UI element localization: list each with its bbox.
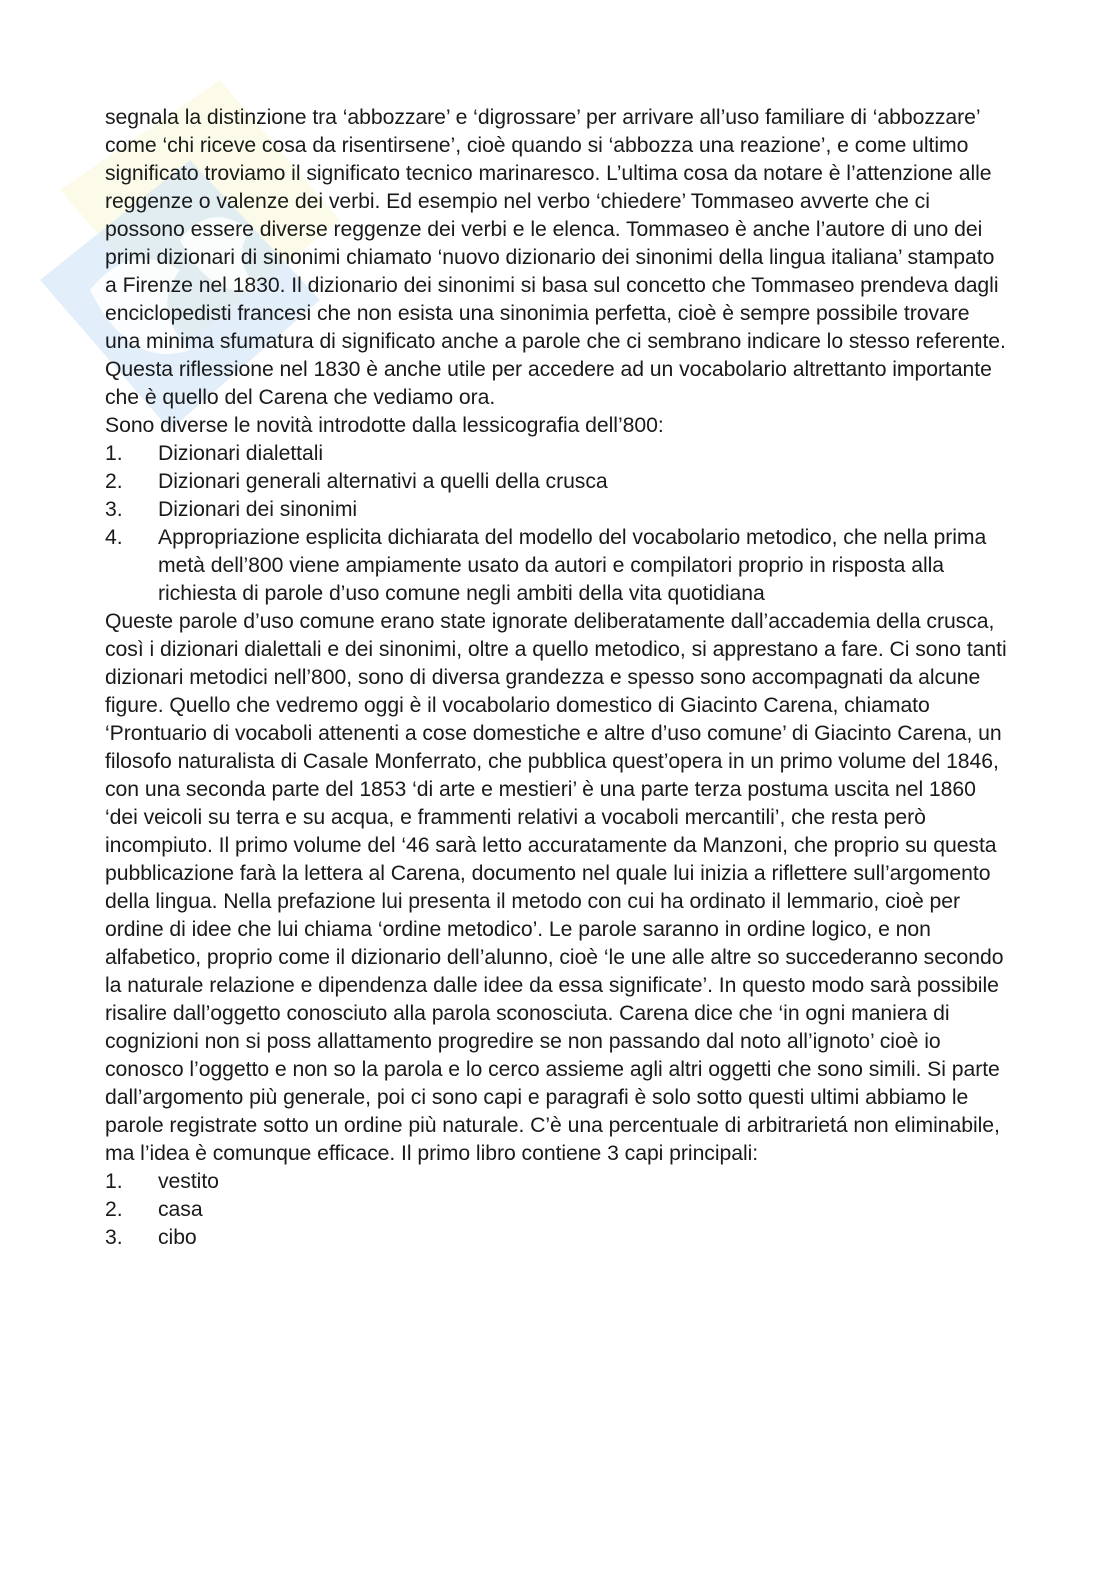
document-body xyxy=(105,104,1010,1252)
list-item-number: 4. xyxy=(105,526,123,549)
list-item xyxy=(105,496,1010,524)
list-item-number: 1. xyxy=(105,442,123,465)
list-item xyxy=(105,440,1010,468)
list-item xyxy=(105,1196,1010,1224)
list-item xyxy=(105,524,1010,608)
list-item-text: casa xyxy=(158,1198,203,1221)
list-item xyxy=(105,1224,1010,1252)
list-item-number: 2. xyxy=(105,470,123,493)
paragraph: Sono diverse le novità introdotte dalla lessicografia dell’800: xyxy=(105,414,664,437)
paragraph: Queste parole d’uso comune erano state ignorate deliberatamente dall’accademia della crusca, così i dizionari dialettali e dei sinonimi, oltre a quello metodico, si apprestano a fare. Ci sono tanti dizionari metodici nell’800, sono di diversa grandezza e spesso sono accompagnati da alcune figure. Quello che vedremo oggi è il vocabolario domestico di Giacinto Carena, chiamato ‘Prontuario di vocaboli attenenti a cose domestiche e altre d’uso comune’ di Giacinto Carena, un filosofo naturalista di Casale Monferrato, che pubblica quest’opera in un primo volume del 1846, con una seconda parte del 1853 ‘di arte e mestieri’ è una parte terza postuma uscita nel 1860 ‘dei veicoli su terra e su acqua, e frammenti relativi a vocaboli mercantili’, che resta però incompiuto. Il primo volume del ‘46 sarà letto accuratamente da Manzoni, che proprio su questa pubblicazione farà la lettera al Carena, documento nel quale lui inizia a riflettere sull’argomento della lingua. Nella prefazione lui presenta il metodo con cui ha ordinato il lemmario, cioè per ordine di idee che lui chiama ‘ordine metodico’. Le parole saranno in ordine logico, e non alfabetico, proprio come il dizionario dell’alunno, cioè ‘le une alle altre so succederanno secondo la naturale relazione e dipendenza dalle idee da essa significate’. In questo modo sarà possibile risalire dall’oggetto conosciuto alla parola sconosciuta. Carena dice che ‘in ogni maniera di cognizioni non si poss allattamento progredire se non passando dal noto all’ignoto’ cioè io conosco l’oggetto e non so la parola e lo cerco assieme agli altri oggetti che sono simili. Si parte dall’argomento più generale, poi ci sono capi e paragrafi è solo sotto questi ultimi abbiamo le parole registrate sotto un ordine più naturale. C’è una percentuale di arbitrarietá non eliminabile, ma l’idea è comunque efficace. Il primo libro contiene 3 capi principali: xyxy=(105,610,1007,1165)
list-item-text: Dizionari generali alternativi a quelli della crusca xyxy=(158,470,608,493)
list-item xyxy=(105,1168,1010,1196)
capi-list xyxy=(105,1168,1010,1252)
list-item-text: Dizionari dialettali xyxy=(158,442,324,465)
list-item xyxy=(105,468,1010,496)
novita-list xyxy=(105,440,1010,608)
list-item-number: 3. xyxy=(105,498,123,521)
list-item-text: vestito xyxy=(158,1170,219,1193)
list-item-number: 2. xyxy=(105,1198,123,1221)
paragraph: segnala la distinzione tra ‘abbozzare’ e ‘digrossare’ per arrivare all’uso familiare di ‘abbozzare’ come ‘chi riceve cosa da risentirsene’, cioè quando si ‘abbozza una reazione’, e come ultimo significato troviamo il significato tecnico marinaresco. L’ultima cosa da notare è l’attenzione alle reggenze o valenze dei verbi. Ed esempio nel verbo ‘chiedere’ Tommaseo avverte che ci possono essere diverse reggenze dei verbi e le elenca. Tommaseo è anche l’autore di uno dei primi dizionari di sinonimi chiamato ‘nuovo dizionario dei sinonimi della lingua italiana’ stampato a Firenze nel 1830. Il dizionario dei sinonimi si basa sul concetto che Tommaseo prendeva dagli enciclopedisti francesi che non esista una sinonimia perfetta, cioè è sempre possibile trovare una minima sfumatura di significato anche a parole che ci sembrano indicare lo stesso referente. Questa riflessione nel 1830 è anche utile per accedere ad un vocabolario altrettanto importante che è quello del Carena che vediamo ora. xyxy=(105,106,1006,409)
list-item-number: 1. xyxy=(105,1170,123,1193)
list-item-number: 3. xyxy=(105,1226,123,1249)
list-item-text: Appropriazione esplicita dichiarata del modello del vocabolario metodico, che nella prima metà dell’800 viene ampiamente usato da autori e compilatori proprio in risposta alla richiesta di parole d’uso comune negli ambiti della vita quotidiana xyxy=(158,526,987,605)
list-item-text: cibo xyxy=(158,1226,197,1249)
list-item-text: Dizionari dei sinonimi xyxy=(158,498,358,521)
